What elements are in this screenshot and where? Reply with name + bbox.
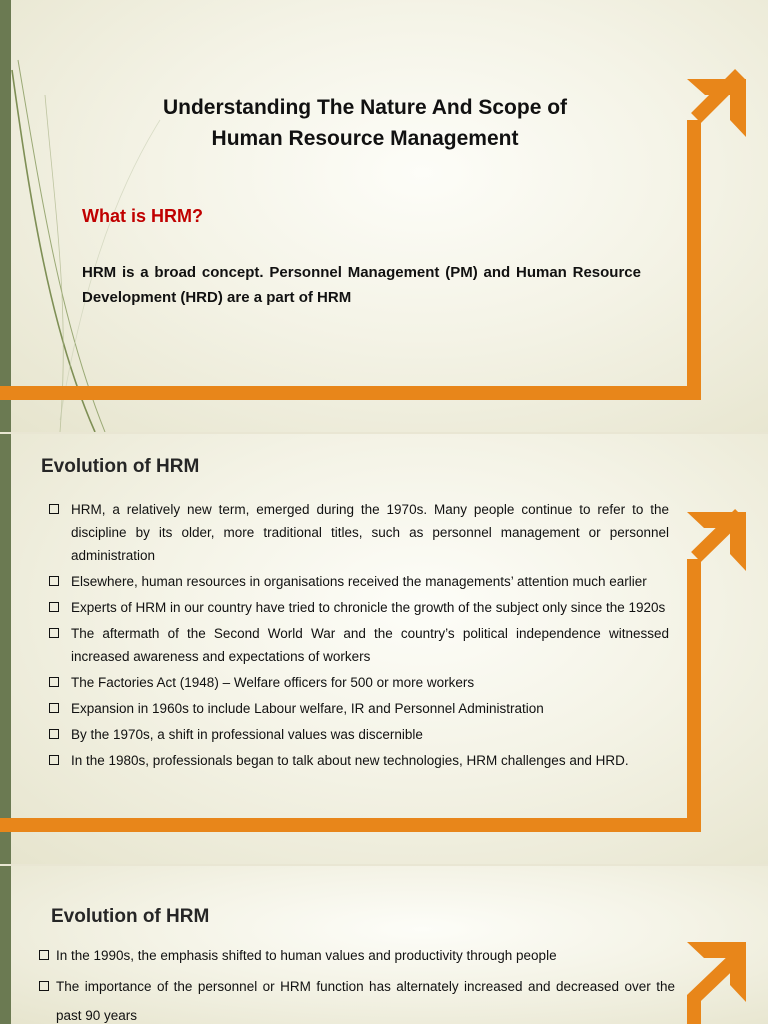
list-item: The Factories Act (1948) – Welfare officers for 500 or more workers bbox=[49, 671, 669, 694]
list-item: Elsewhere, human resources in organisations received the managements’ attention much earlier bbox=[49, 570, 669, 593]
hrm-definition-paragraph: HRM is a broad concept. Personnel Management (PM) and Human Resource Development (HRD) are a part of HRM bbox=[82, 264, 641, 306]
list-item: The aftermath of the Second World War and the country’s political independence witnessed increased awareness and expectations of workers bbox=[49, 622, 669, 668]
title-line-2: Human Resource Management bbox=[211, 127, 519, 150]
checkbox-bullet-icon bbox=[49, 729, 59, 739]
list-item: HRM, a relatively new term, emerged during the 1970s. Many people continue to refer to the discipline by its older, more traditional titles, such as personnel management or personnel administration bbox=[49, 498, 669, 567]
checkbox-bullet-icon bbox=[39, 950, 49, 960]
slide-side-bar bbox=[0, 866, 11, 1024]
list-item: In the 1980s, professionals began to talk about new technologies, HRM challenges and HRD. bbox=[49, 749, 669, 772]
checkbox-bullet-icon bbox=[49, 628, 59, 638]
checkbox-bullet-icon bbox=[49, 677, 59, 687]
slide-side-bar bbox=[0, 0, 11, 432]
slide-2 bbox=[0, 434, 768, 864]
list-item: In the 1990s, the emphasis shifted to human values and productivity through people bbox=[39, 941, 675, 970]
list-item: Experts of HRM in our country have tried to chronicle the growth of the subject only since the 1920s bbox=[49, 596, 669, 619]
slide-3 bbox=[0, 866, 768, 1024]
evolution-heading: Evolution of HRM bbox=[41, 456, 200, 477]
checkbox-bullet-icon bbox=[49, 576, 59, 586]
evolution-bullet-list bbox=[49, 498, 669, 775]
checkbox-bullet-icon bbox=[49, 755, 59, 765]
title-line-1: Understanding The Nature And Scope of bbox=[162, 96, 568, 119]
slide-title bbox=[100, 92, 630, 154]
slide-side-bar bbox=[0, 434, 11, 864]
checkbox-bullet-icon bbox=[49, 602, 59, 612]
list-item: By the 1970s, a shift in professional values was discernible bbox=[49, 723, 669, 746]
checkbox-bullet-icon bbox=[39, 981, 49, 991]
evolution-bullet-list bbox=[39, 941, 675, 1024]
list-item: Expansion in 1960s to include Labour welfare, IR and Personnel Administration bbox=[49, 697, 669, 720]
checkbox-bullet-icon bbox=[49, 504, 59, 514]
what-is-hrm-heading: What is HRM? bbox=[82, 206, 203, 226]
checkbox-bullet-icon bbox=[49, 703, 59, 713]
list-item: The importance of the personnel or HRM function has alternately increased and decreased over the past 90 years bbox=[39, 972, 675, 1024]
slide-1 bbox=[0, 0, 768, 432]
evolution-heading: Evolution of HRM bbox=[51, 906, 210, 927]
